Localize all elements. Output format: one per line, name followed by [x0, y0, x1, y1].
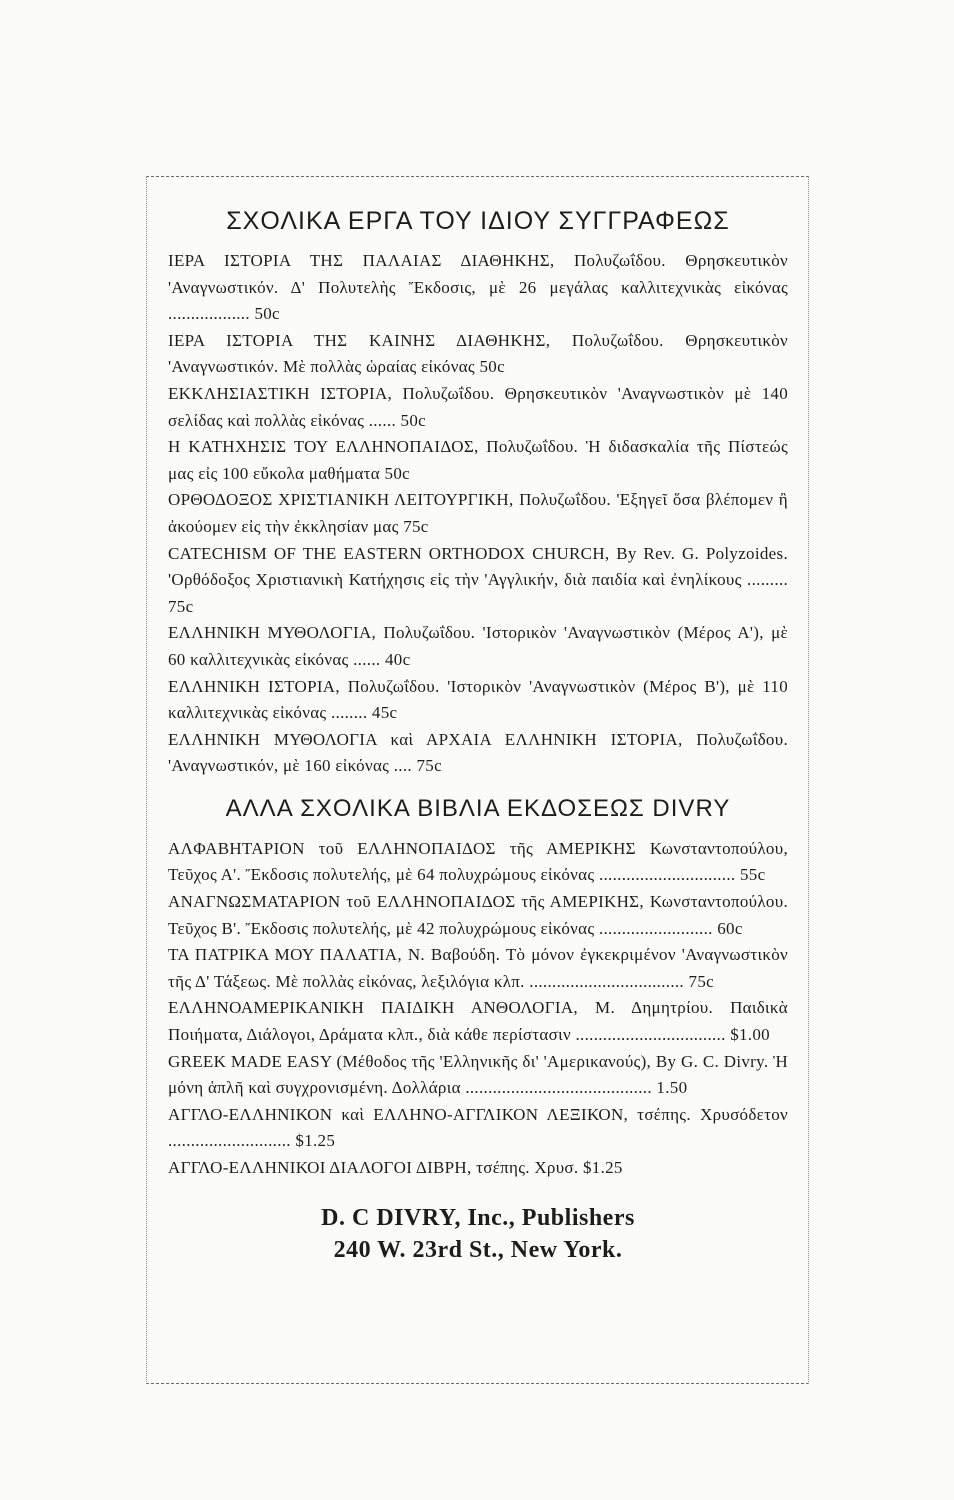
catalog-entry: Η ΚΑΤΗΧΗΣΙΣ ΤΟΥ ΕΛΛΗΝΟΠΑΙΔΟΣ, Πολυζωΐδου. Ἡ διδασκαλία τῆς Πίστεώς μας εἰς 100 εὔκολα μαθήματα 50c [168, 437, 788, 483]
catalog-entry: ΕΛΛΗΝΙΚΗ ΙΣΤΟΡΙΑ, Πολυζωΐδου. 'Ιστορικὸν 'Αναγνωστικὸν (Μέρος Β'), μὲ 110 καλλιτεχνικὰς εἰκόνας ........ 45c [168, 676, 788, 723]
catalog-entry: ΑΓΓΛΟ-ΕΛΛΗΝΙΚΟΝ καὶ ΕΛΛΗΝΟ-ΑΓΓΛΙΚΟΝ ΛΕΞΙΚΟΝ, τσέπης. Χρυσόδετον ........................... $1.25 [168, 1104, 788, 1151]
catalog-entry: ΕΚΚΛΗΣΙΑΣΤΙΚΗ ΙΣΤΟΡΙΑ, Πολυζωΐδου. Θρησκευτικὸν 'Αναγνωστικὸν μὲ 140 σελίδας καὶ πολλὰς εἰκόνας ...... 50c [168, 383, 788, 430]
catalog-entry: ΑΝΑΓΝΩΣΜΑΤΑΡΙΟΝ τοῦ ΕΛΛΗΝΟΠΑΙΔΟΣ τῆς ΑΜΕΡΙΚΗΣ, Κωνσταντοπούλου. Τεῦχος Β'. Ἔκδοσις πολυτελής, μὲ 42 πολυχρώμους εἰκόνας ......................... 60c [168, 892, 788, 938]
author-works-list [168, 248, 788, 780]
publisher-name: D. C DIVRY, Inc., Publishers [321, 1204, 635, 1231]
section-title-divry-books: ΑΛΛΑ ΣΧΟΛΙΚΑ ΒΙΒΛΙΑ ΕΚΔΟΣΕΩΣ DIVRY [225, 794, 731, 822]
catalog-entry: ΕΛΛΗΝΟΑΜΕΡΙΚΑΝΙΚΗ ΠΑΙΔΙΚΗ ΑΝΘΟΛΟΓΙΑ, Μ. Δημητρίου. Παιδικὰ Ποιήματα, Διάλογοι, Δράματα κλπ., διὰ κάθε περίστασιν ................................. $1.00 [168, 998, 788, 1045]
catalog-entry: ΑΓΓΛΟ-ΕΛΛΗΝΙΚΟΙ ΔΙΑΛΟΓΟΙ ΔΙΒΡΗ, τσέπης. Χρυσ. $1.25 [168, 1158, 623, 1177]
divry-books-list [168, 836, 788, 1182]
catalog-entry: CATECHISM OF THE EASTERN ORTHODOX CHURCH, By Rev. G. Polyzoides. 'Ορθόδοξος Χριστιανικὴ Κατήχησις εἰς τὴν 'Αγγλικήν, διὰ παιδία καὶ ἐνηλίκους ......... 75c [168, 543, 788, 616]
catalog-entry: ΑΛΦΑΒΗΤΑΡΙΟΝ τοῦ ΕΛΛΗΝΟΠΑΙΔΟΣ τῆς ΑΜΕΡΙΚΗΣ Κωνσταντοπούλου, Τεῦχος Α'. Ἔκδοσις πολυτελής, μὲ 64 πολυχρώμους εἰκόνας .............................. 55c [168, 838, 788, 885]
catalog-entry: ΙΕΡΑ ΙΣΤΟΡΙΑ ΤΗΣ ΠΑΛΑΙΑΣ ΔΙΑΘΗΚΗΣ, Πολυζωΐδου. Θρησκευτικὸν 'Αναγνωστικόν. Δ' Πολυτελὴς Ἔκδοσις, μὲ 26 μεγάλας καλλιτεχνικὰς εἰκόνας .................. 50c [168, 251, 788, 324]
catalog-entry: ΤΑ ΠΑΤΡΙΚΑ ΜΟΥ ΠΑΛΑΤΙΑ, Ν. Βαβούδη. Τὸ μόνον ἐγκεκριμένον 'Αναγνωστικὸν τῆς Δ' Τάξεως. Μὲ πολλὰς εἰκόνας, λεξιλόγια κλπ. .................................. 75c [168, 945, 788, 991]
publisher-address: 240 W. 23rd St., New York. [333, 1236, 623, 1263]
catalog-entry: ΙΕΡΑ ΙΣΤΟΡΙΑ ΤΗΣ ΚΑΙΝΗΣ ΔΙΑΘΗΚΗΣ, Πολυζωΐδου. Θρησκευτικὸν 'Αναγνωστικόν. Μὲ πολλὰς ὡραίας εἰκόνας 50c [168, 330, 788, 377]
catalog-entry: GREEK MADE EASY (Μέθοδος τῆς 'Ελληνικῆς δι' 'Αμερικανούς), By G. C. Divry. Ἡ μόνη ἁπλῆ καὶ συγχρονισμένη. Δολλάρια ......................................... 1.50 [168, 1051, 788, 1098]
catalog-entry: ΕΛΛΗΝΙΚΗ ΜΥΘΟΛΟΓΙΑ καὶ ΑΡΧΑΙΑ ΕΛΛΗΝΙΚΗ ΙΣΤΟΡΙΑ, Πολυζωΐδου. 'Αναγνωστικόν, μὲ 160 εἰκόνας .... 75c [168, 729, 788, 776]
publisher-imprint [168, 1202, 788, 1266]
catalog-content [168, 206, 788, 1266]
catalog-entry: ΟΡΘΟΔΟΞΟΣ ΧΡΙΣΤΙΑΝΙΚΗ ΛΕΙΤΟΥΡΓΙΚΗ, Πολυζωΐδου. 'Εξηγεῖ ὅσα βλέπομεν ἢ ἀκούομεν εἰς τὴν ἐκκλησίαν μας 75c [168, 490, 788, 536]
section-title-author-works: ΣΧΟΛΙΚΑ ΕΡΓΑ ΤΟΥ ΙΔΙΟΥ ΣΥΓΓΡΑΦΕΩΣ [226, 207, 730, 235]
catalog-entry: ΕΛΛΗΝΙΚΗ ΜΥΘΟΛΟΓΙΑ, Πολυζωΐδου. 'Ιστορικὸν 'Αναγνωστικὸν (Μέρος Α'), μὲ 60 καλλιτεχνικὰς εἰκόνας ...... 40c [168, 623, 788, 669]
